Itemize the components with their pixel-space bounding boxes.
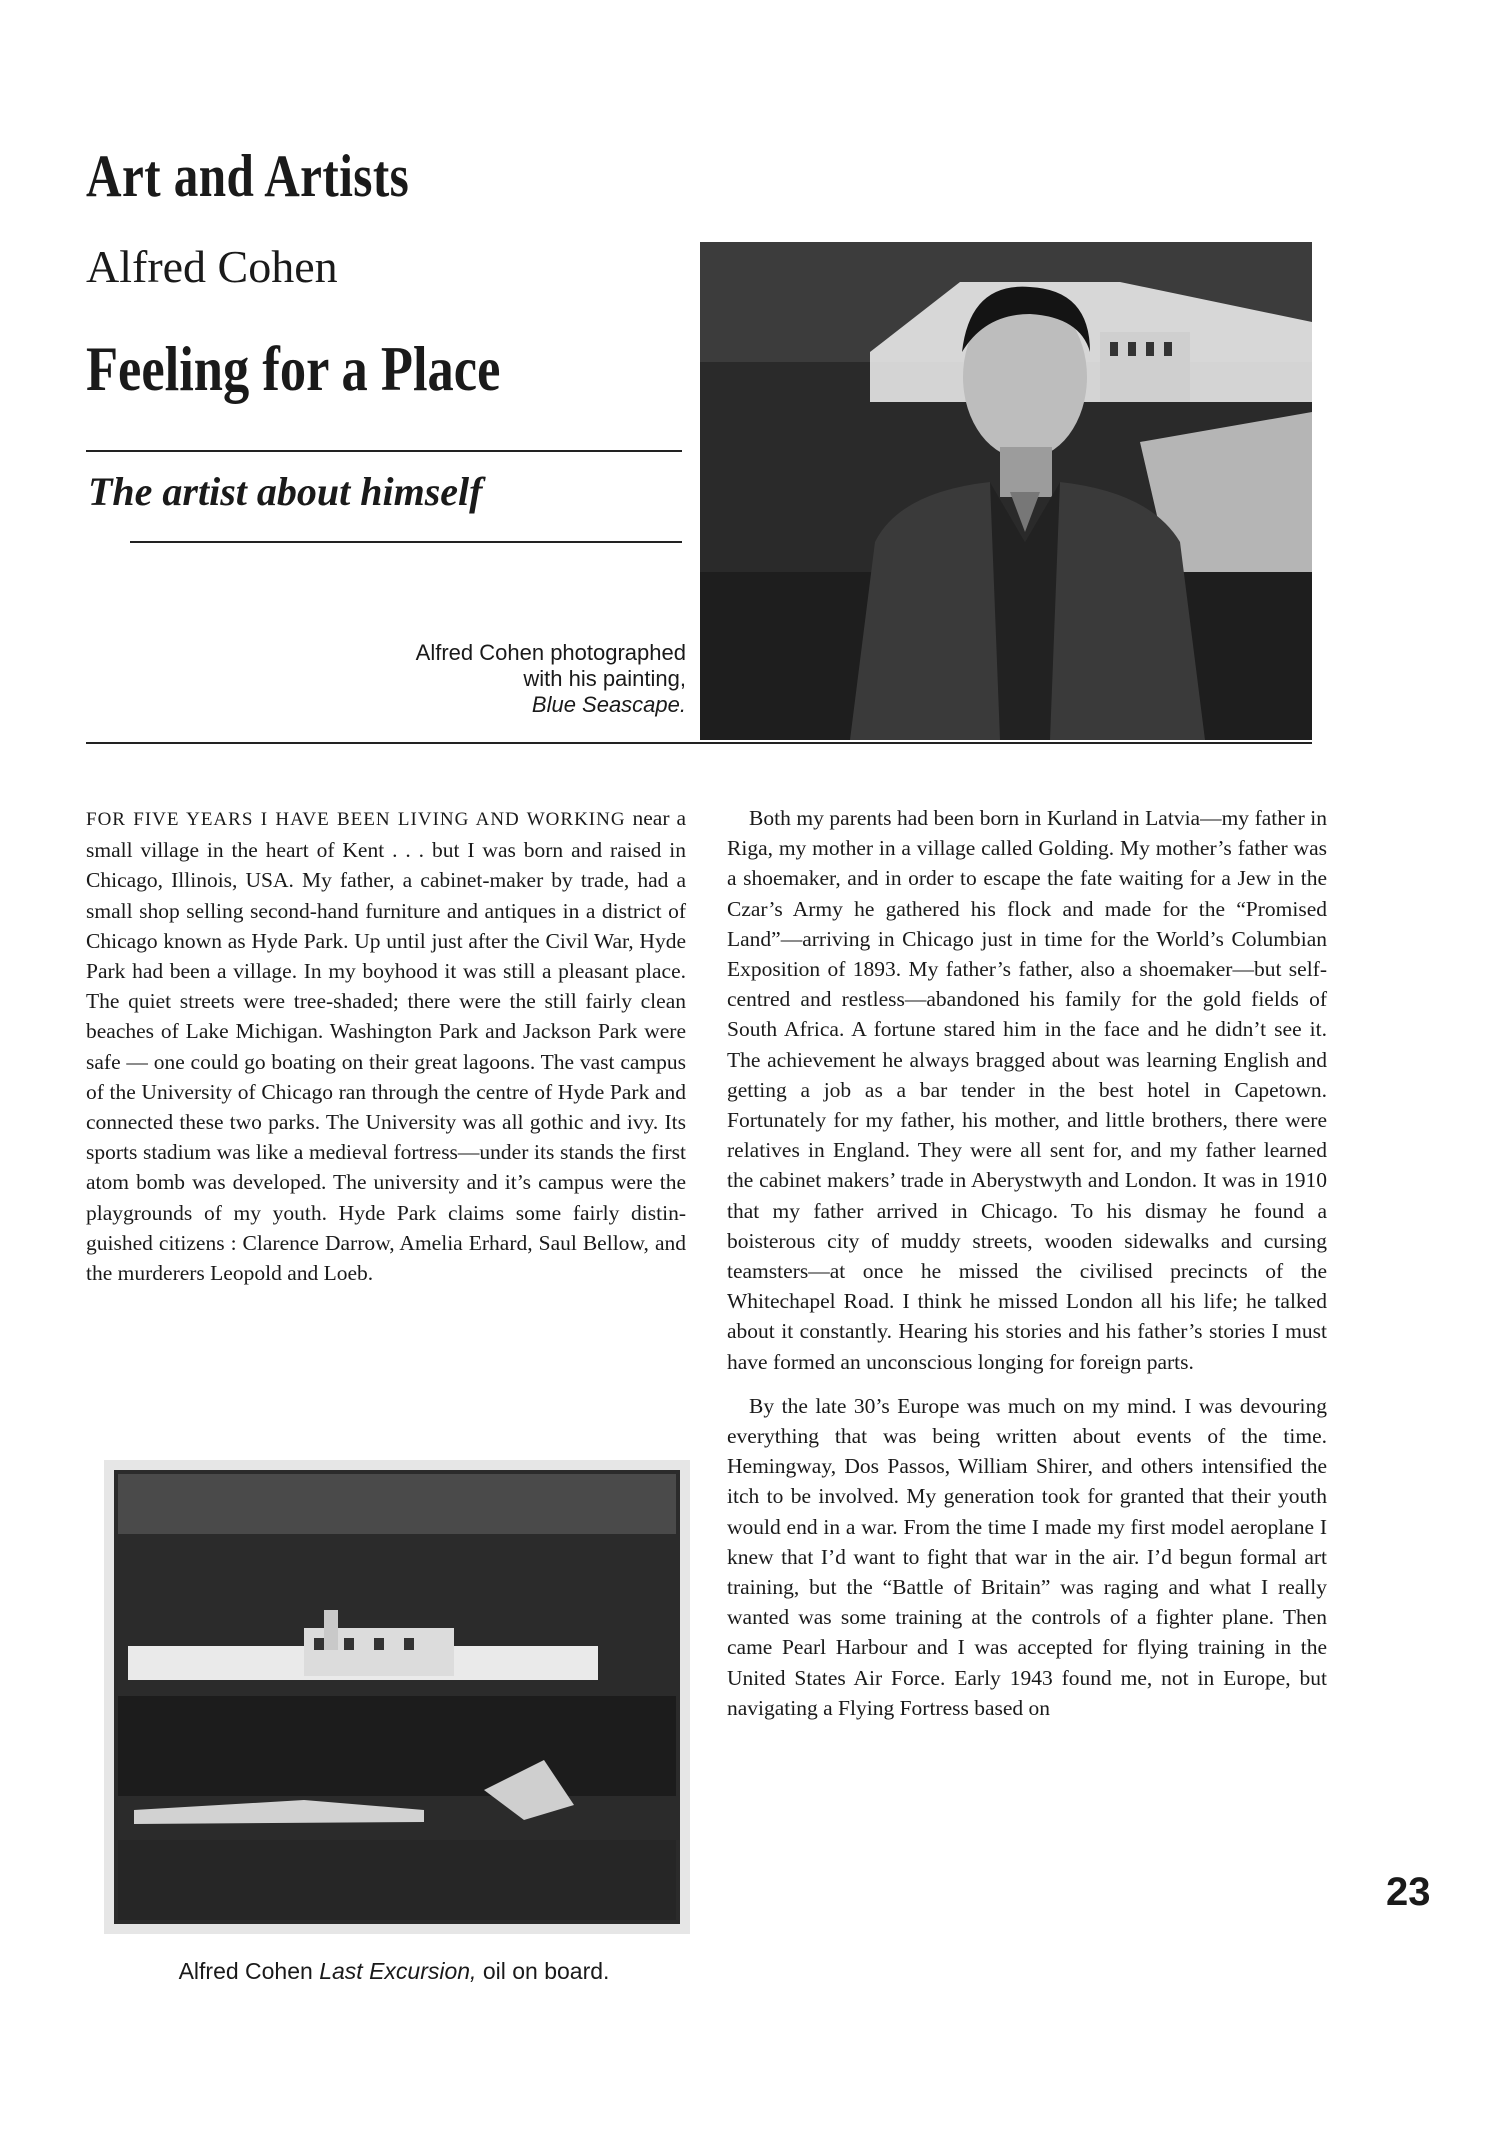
photo-caption-title: Blue Seascape.	[531, 692, 686, 717]
right-column-paragraph-2: By the late 30’s Europe was much on my mind. I was devouring everything that was being written about events of the time. Hemingway, Dos Passos, William Shirer, and others intensified the itch to be involved. My generation took for granted that their youth would end in a war. From the time I made my first model aeroplane I knew that I’d want to fight that war in the air. I’d begun formal art training, but the “Battle of Britain” was raging and what I really wanted was some training at the controls of a fighter plane. Then came Pearl Harbour and I was accepted for flying training in the United States Air Force. Early 1943 found me, not in Europe, but navigating a Flying Fortress based on	[727, 1393, 1327, 1720]
header-divider	[86, 742, 1312, 744]
section-title: Art and Artists	[86, 143, 410, 209]
article-title: Feeling for a Place	[86, 333, 501, 404]
right-column-paragraph-1: Both my parents had been born in Kurland in Latvia—my father in Riga, my mother in a village called Golding. My mother’s father was a shoemaker, and in order to escape the fate waiting for a Jew in the Czar’s Army he gathered his flock and made for the “Promised Land”—arriving in Chicago just in time for the World’s Columbian Exposition of 1893. My father’s father, also a shoemaker—but self-centred and restless—abandoned his family for the gold fields of South Africa. A fortune stared him in the face and he didn’t see it. The achievement he always bragged about was learning English and getting a job as a bar tender in the best hotel in Capetown. Fortunately for my father, his mother, and little brothers, there were relatives in England. They were all sent for, and my father learned the cabinet makers’ trade in Aberystwyth and London. It was in 1910 that my father arrived in Chicago. To his dismay he found a boisterous city of muddy streets, wooden sidewalks and cursing teamsters—at once he missed the civilised precincts of the Whitechapel Road. I think he missed London all his life; he talked about it constantly. Hearing his stories and his father’s stories I must have formed an unconscious longing for foreign parts.	[727, 806, 1327, 1374]
title-rule	[86, 450, 682, 452]
photo-caption	[330, 640, 686, 718]
article-subtitle: The artist about himself	[88, 469, 483, 514]
subtitle-rule	[130, 541, 682, 543]
left-column-text: near a small village in the heart of Kent . . . but I was born and raised in Chicago, Illinois, USA. My father, a cabinet-maker by trade, had a small shop selling second-hand furniture and antiques in a district of Chicago known as Hyde Park. Up until just after the Civil War, Hyde Park had been a village. In my boyhood it was still a pleasant place. The quiet streets were tree-shaded; there were the still fairly clean beaches of Lake Michigan. Washington Park and Jackson Park were safe — one could go boating on their great lagoons. The vast campus of the University of Chicago ran through the centre of Hyde Park and connected these two parks. The University was all gothic and ivy. Its sports stadium was like a medieval fortress—under its stands the first atom bomb was developed. The university and it’s campus were the playgrounds of my youth. Hyde Park claims some fairly distinguished citizens : Clarence Darrow, Amelia Erhard, Saul Bellow, and the murderers Leopold and Loeb.	[86, 806, 686, 1286]
author-name: Alfred Cohen	[86, 241, 338, 292]
photo-caption-line2: with his painting,	[523, 666, 686, 691]
painting-caption-title: Last Excursion,	[319, 1958, 477, 1984]
portrait-photo	[700, 242, 1312, 740]
painting-image	[104, 1460, 690, 1934]
page-number: 23	[1386, 1870, 1431, 1914]
right-column	[727, 803, 1327, 1723]
lead-in: FOR FIVE YEARS I HAVE BEEN LIVING AND WORKING	[86, 809, 626, 830]
painting-caption-medium: oil on board.	[482, 1958, 610, 1984]
painting-caption-artist: Alfred Cohen	[178, 1958, 313, 1984]
painting-caption	[94, 1958, 694, 1985]
left-column	[86, 803, 686, 1288]
left-column-paragraph	[86, 803, 686, 1288]
photo-caption-line1: Alfred Cohen photographed	[415, 640, 686, 665]
